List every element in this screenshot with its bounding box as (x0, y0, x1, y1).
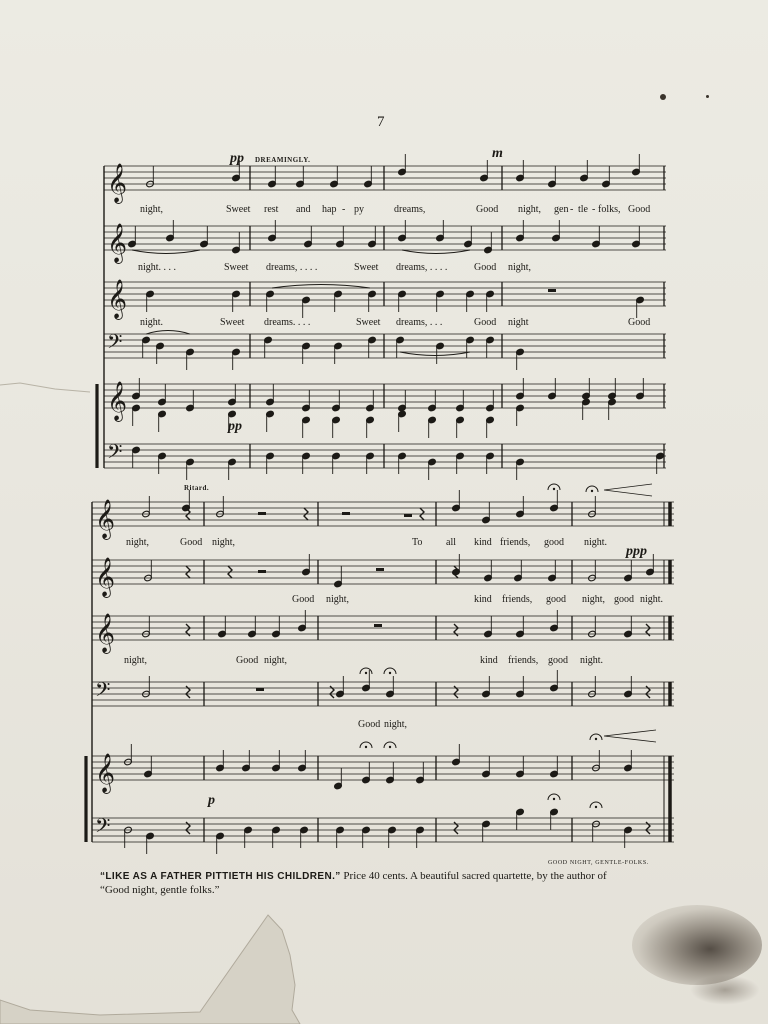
tempo-ritard: Ritard. (184, 484, 210, 492)
decrescendo-hairpin (604, 484, 652, 496)
lyric: night. . . . (138, 262, 177, 273)
dynamic-m: m (492, 146, 503, 161)
tempo-dreamingly: DREAMINGLY. (255, 156, 311, 164)
lyric: night. (140, 317, 164, 328)
treble-clef-icon: 𝄞 (107, 223, 128, 263)
lyric: Good (474, 262, 497, 273)
fermata-dot (553, 798, 555, 800)
lyric: Sweet (226, 204, 251, 215)
page-number: 7 (377, 114, 385, 130)
rest-mark (374, 624, 382, 627)
lyric: To (412, 537, 423, 548)
rest-mark (256, 688, 264, 691)
fermata-dot (365, 672, 367, 674)
treble-clef-icon: 𝄞 (107, 163, 128, 203)
bass-clef-icon: 𝄢 (107, 440, 123, 468)
lyric: all (446, 537, 456, 548)
fermata-dot (595, 806, 597, 808)
treble-clef-icon: 𝄞 (107, 381, 128, 421)
treble-clef-icon: 𝄞 (107, 279, 128, 319)
lyric: good (548, 655, 568, 666)
lyric: kind (474, 537, 492, 548)
rest-mark (342, 512, 350, 515)
lyric: dreams, . . . . (266, 262, 318, 273)
lyric: night, (582, 594, 606, 605)
lyric: folks, (598, 204, 621, 215)
lyric: gen (554, 204, 569, 215)
slur (146, 331, 190, 335)
lyric: dreams. . . . (264, 317, 311, 328)
lyric: night. (584, 537, 608, 548)
rest-mark (548, 289, 556, 292)
rest-mark (258, 512, 266, 515)
rest-mark (376, 568, 384, 571)
lyric: Good (236, 655, 259, 666)
lyric: night, (508, 262, 532, 273)
lyric: Sweet (354, 262, 379, 273)
lyric: good (614, 594, 634, 605)
lyric: night, (384, 719, 408, 730)
lyric: night. (640, 594, 664, 605)
dynamic-pp-piano: pp (228, 419, 242, 434)
bass-clef-icon: 𝄢 (107, 330, 123, 358)
slur (400, 352, 470, 356)
lyric: Good (358, 719, 381, 730)
lyric: night, (212, 537, 236, 548)
slur (402, 250, 470, 254)
lyric: tle (578, 204, 588, 215)
lyric: rest (264, 204, 279, 215)
lyric: - (570, 204, 574, 215)
fermata-dot (595, 738, 597, 740)
advertisement-title: “LIKE AS A FATHER PITTIETH HIS CHILDREN.” (100, 871, 341, 882)
lyric: - (342, 204, 346, 215)
lyric: kind (480, 655, 498, 666)
lyric: py (354, 204, 364, 215)
dynamic-ppp: ppp (626, 544, 647, 559)
advertisement-text-continued: “Good night, gentle folks.” (100, 884, 220, 896)
lyric: Sweet (356, 317, 381, 328)
bass-clef-icon: 𝄢 (95, 814, 111, 842)
slur (132, 250, 200, 254)
dynamic-p: p (208, 793, 215, 808)
lyric: dreams, . . . (396, 317, 443, 328)
treble-clef-icon: 𝄞 (95, 499, 116, 539)
lyric: night, (140, 204, 164, 215)
slur (272, 285, 370, 289)
fermata-dot (553, 488, 555, 490)
fermata-dot (365, 746, 367, 748)
decrescendo-hairpin (604, 730, 656, 742)
lyric: friends, (500, 537, 531, 548)
lyric: Good (628, 204, 651, 215)
lyric: - (592, 204, 596, 215)
lyric: night (508, 317, 529, 328)
lyric: friends, (508, 655, 539, 666)
treble-clef-icon: 𝄞 (95, 753, 116, 793)
lyric: night, (518, 204, 542, 215)
advertisement (100, 870, 607, 882)
advertisement-text: Price 40 cents. A beautiful sacred quartette, by the author of (340, 870, 607, 882)
rest-mark (404, 514, 412, 517)
lyric: night, (124, 655, 148, 666)
lyric: friends, (502, 594, 533, 605)
lyric: good (544, 537, 564, 548)
lyric: night. (580, 655, 604, 666)
lyric: Good (476, 204, 499, 215)
footer-credit: GOOD NIGHT, GENTLE-FOLKS. (548, 860, 649, 866)
dynamic-pp: pp (230, 151, 244, 166)
lyric: and (296, 204, 311, 215)
treble-clef-icon: 𝄞 (95, 557, 116, 597)
lyric: night, (126, 537, 150, 548)
lyric: good (546, 594, 566, 605)
lyric: dreams, . . . . (396, 262, 448, 273)
lyric: Good (628, 317, 651, 328)
lyric: night, (326, 594, 350, 605)
lyric: kind (474, 594, 492, 605)
fermata-dot (389, 746, 391, 748)
bass-clef-icon: 𝄢 (95, 678, 111, 706)
lyric: night, (264, 655, 288, 666)
lyric: Good (180, 537, 203, 548)
lyric: Sweet (220, 317, 245, 328)
lyric: Good (474, 317, 497, 328)
lyric: hap (322, 204, 337, 215)
lyric: dreams, (394, 204, 426, 215)
fermata-dot (389, 672, 391, 674)
fermata-dot (591, 490, 593, 492)
rest-mark (258, 570, 266, 573)
lyric: Sweet (224, 262, 249, 273)
lyric: Good (292, 594, 315, 605)
treble-clef-icon: 𝄞 (95, 613, 116, 653)
